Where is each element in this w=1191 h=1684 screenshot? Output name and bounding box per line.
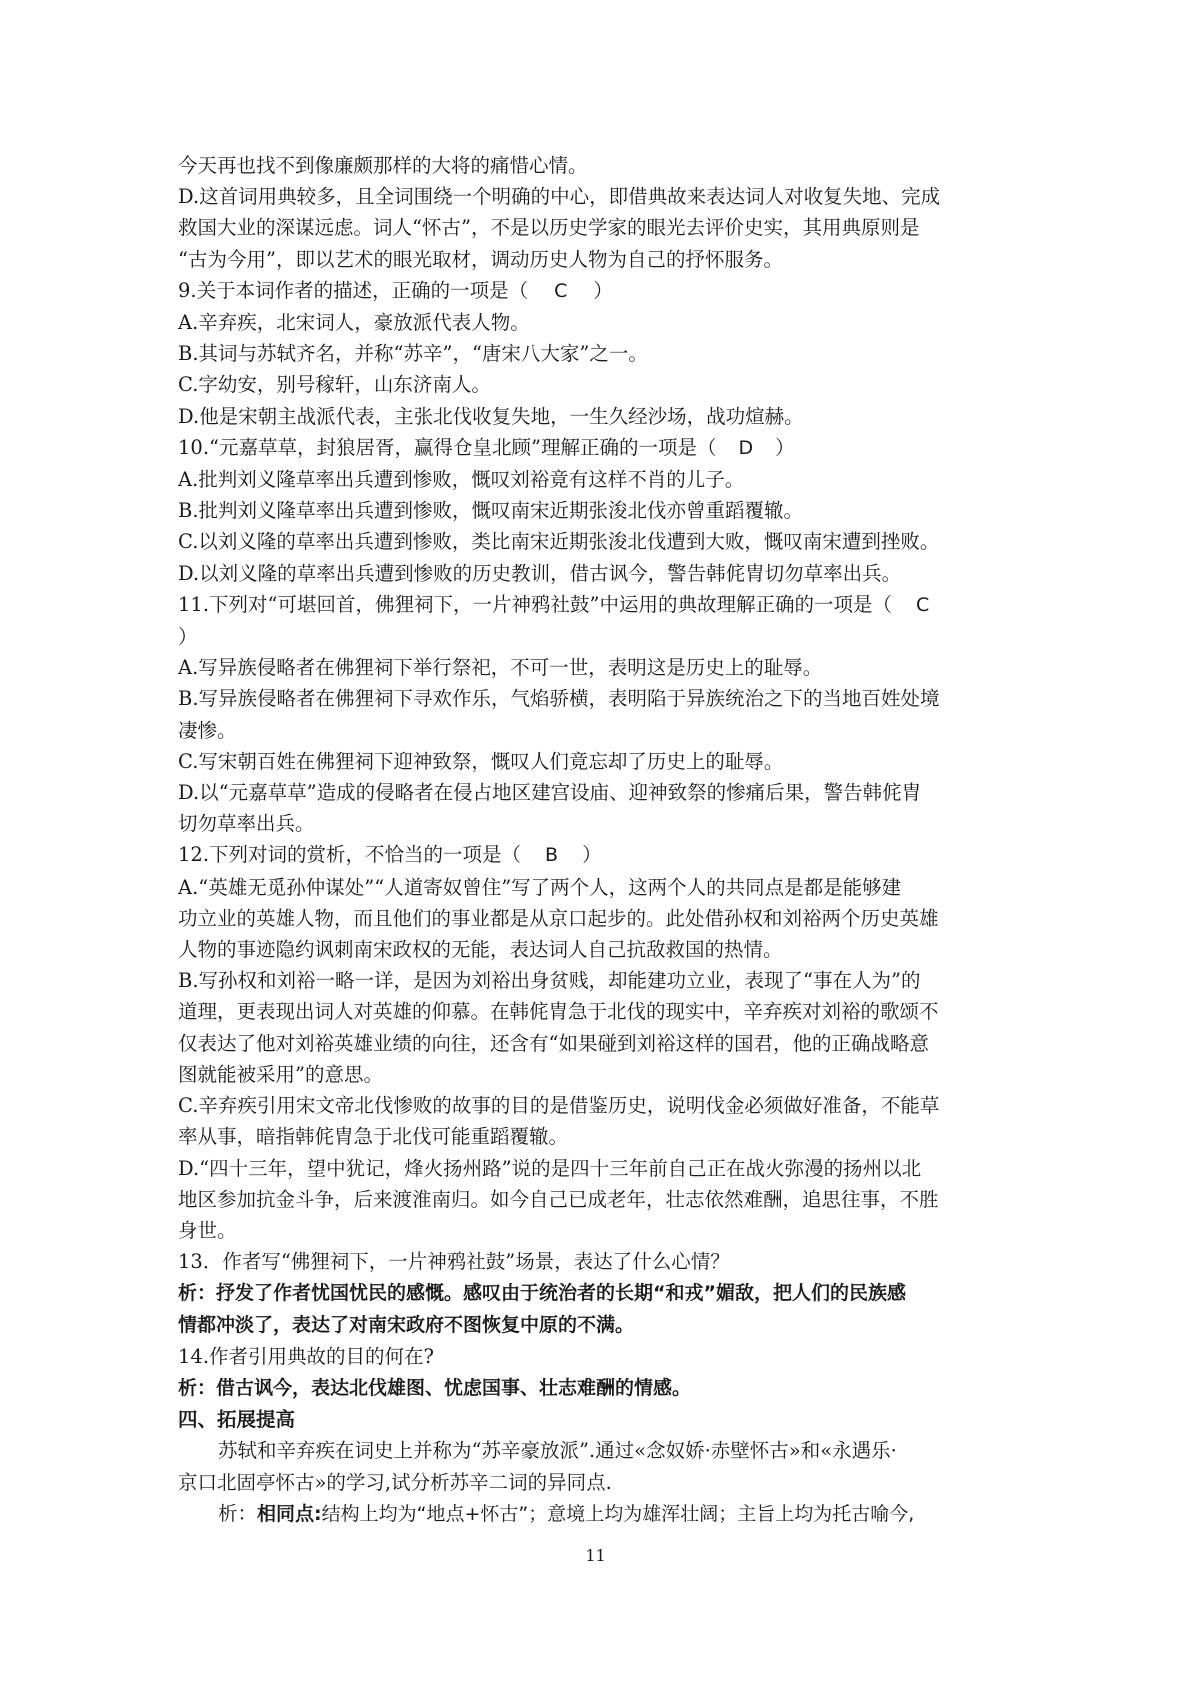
answer-letter: D <box>738 436 754 459</box>
option-line: 率从事，暗指韩侂胄急于北伐可能重蹈覆辙。 <box>178 1125 569 1149</box>
option-line: B.写异族侵略者在佛狸祠下寻欢作乐，气焰骄横，表明陷于异族统治之下的当地百姓处境 <box>178 687 940 711</box>
option-line: D.以“元嘉草草”造成的侵略者在侵占地区建宫设庙、迎神致祭的惨痛后果，警告韩侂胄 <box>178 781 922 805</box>
page-number: 11 <box>585 1546 606 1565</box>
question-text: 10.“元嘉草草，封狼居胥，赢得仓皇北顾”理解正确的一项是（ <box>178 435 717 459</box>
analysis-label: 析： <box>178 1282 217 1305</box>
option-line: B.写孙权和刘裕一略一详，是因为刘裕出身贫贱，却能建功立业，表现了“事在人为”的 <box>178 969 921 993</box>
option-line: C.辛弃疾引用宋文帝北伐惨败的故事的目的是借鉴历史，说明伐金必须做好准备，不能草 <box>178 1094 940 1118</box>
option-line: 身世。 <box>178 1218 237 1242</box>
question-12 <box>178 839 1023 871</box>
option-line: C.以刘义隆的草率出兵遭到惨败，类比南宋近期张浚北伐遭到大败，慨叹南宋遭到挫败。 <box>178 530 940 554</box>
answer-letter: B <box>545 844 559 867</box>
option-line: 人物的事迹隐约讽刺南宋政权的无能，表达词人自己抗敌救国的热情。 <box>178 938 783 962</box>
question-11 <box>178 589 1023 621</box>
answer-letter: C <box>554 279 568 302</box>
option-line: A.批判刘义隆草率出兵遭到惨败，慨叹刘裕竟有这样不肖的儿子。 <box>178 468 745 492</box>
answer-letter: C <box>915 593 930 616</box>
answer-line <box>178 1498 1023 1530</box>
analysis-label: 析： <box>178 1376 217 1399</box>
text-line: 京口北固亭怀古»的学习,试分析苏辛二词的异同点. <box>178 1470 612 1494</box>
answer-text: 借古讽今，表达北伐雄图、忧虑国事、壮志难酬的情感。 <box>216 1376 692 1399</box>
option-line: 地区参加抗金斗争，后来渡淮南归。如今自己已成老年，壮志依然难酬，追思往事，不胜 <box>178 1187 939 1211</box>
option-line: C.写宋朝百姓在佛狸祠下迎神致祭，慨叹人们竟忘却了历史上的耻辱。 <box>178 749 784 773</box>
option-line: 图就能被采用”的意思。 <box>178 1062 383 1086</box>
bracket-close: ） <box>775 435 795 459</box>
section-heading: 四、拓展提高 <box>178 1408 296 1432</box>
text-line: 救国大业的深谋远虑。词人“怀古”，不是以历史学家的眼光去评价史实，其用典原则是 <box>178 216 920 240</box>
option-line: 凄惨。 <box>178 718 237 742</box>
analysis-label: 析： <box>218 1501 258 1525</box>
bracket-close: ） <box>582 843 602 867</box>
answer-line <box>178 1277 1023 1309</box>
option-line: C.字幼安，别号稼轩，山东济南人。 <box>178 373 491 397</box>
question-10 <box>178 432 1023 464</box>
document-body <box>178 150 1023 1530</box>
option-line: B.其词与苏轼齐名，并称“苏辛”，“唐宋八大家”之一。 <box>178 342 648 366</box>
question-text: 12.下列对词的赏析，不恰当的一项是（ <box>178 843 522 867</box>
text-line: 苏轼和辛弃疾在词史上并称为“苏辛豪放派”.通过«念奴娇·赤壁怀古»和«永遇乐· <box>218 1439 897 1463</box>
question-text: 9.关于本词作者的描述，正确的一项是（ <box>178 278 529 302</box>
question-13: 13．作者写“佛狸祠下，一片神鸦社鼓”场景，表达了什么心情？ <box>178 1250 730 1274</box>
answer-text: 结构上均为“地点+怀古”；意境上均为雄浑壮阔；主旨上均为托古喻今, <box>321 1502 915 1525</box>
text-line: “古为今用”，即以艺术的眼光取材，调动历史人物为自己的抒怀服务。 <box>178 247 783 271</box>
option-line: 功立业的英雄人物，而且他们的事业都是从京口起步的。此处借孙权和刘裕两个历史英雄 <box>178 906 939 930</box>
answer-text: 情都冲淡了，表达了对南宋政府不图恢复中原的不满。 <box>178 1313 635 1336</box>
option-line: A.辛弃疾，北宋词人，豪放派代表人物。 <box>178 311 530 335</box>
bracket-close: ） <box>178 625 198 649</box>
option-line: 仅表达了他对刘裕英雄业绩的向往，还含有“如果碰到刘裕这样的国君，他的正确战略意 <box>178 1031 929 1055</box>
question-text: 11.下列对“可堪回首，佛狸祠下，一片神鸦社鼓”中运用的典故理解正确的一项是（ <box>178 592 892 616</box>
option-line: D.他是宋朝主战派代表，主张北伐收复失地，一生久经沙场，战功煊赫。 <box>178 404 804 428</box>
bracket-close: ） <box>593 278 613 302</box>
text-line: 今天再也找不到像廉颇那样的大将的痛惜心情。 <box>178 154 588 177</box>
option-line: B.批判刘义隆草率出兵遭到惨败，慨叹南宋近期张浚北伐亦曾重蹈覆辙。 <box>178 499 804 523</box>
similarity-label: 相同点: <box>257 1502 322 1525</box>
option-line: A.写异族侵略者在佛狸祠下举行祭祀，不可一世，表明这是历史上的耻辱。 <box>178 656 823 680</box>
option-line: D.“四十三年，望中犹记，烽火扬州路”说的是四十三年前自己正在战火弥漫的扬州以北 <box>178 1156 922 1180</box>
option-line: A.“英雄无觅孙仲谋处”“人道寄奴曾住”写了两个人，这两个人的共同点是都是能够建 <box>178 875 902 899</box>
answer-line <box>178 1372 1023 1404</box>
option-line: D.以刘义隆的草率出兵遭到惨败的历史教训，借古讽今，警告韩侂胄切勿草率出兵。 <box>178 561 902 585</box>
option-line: 道理，更表现出词人对英雄的仰慕。在韩侂胄急于北伐的现实中，辛弃疾对刘裕的歌颂不 <box>178 1000 939 1024</box>
answer-text: 抒发了作者忧国忧民的感慨。感叹由于统治者的长期“和戎”媚敌，把人们的民族感 <box>216 1282 906 1305</box>
option-line: 切勿草率出兵。 <box>178 812 315 836</box>
question-9 <box>178 275 1023 307</box>
text-line: D.这首词用典较多，且全词围绕一个明确的中心，即借典故来表达词人对收复失地、完成 <box>178 185 941 209</box>
question-14: 14.作者引用典故的目的何在? <box>178 1344 434 1368</box>
